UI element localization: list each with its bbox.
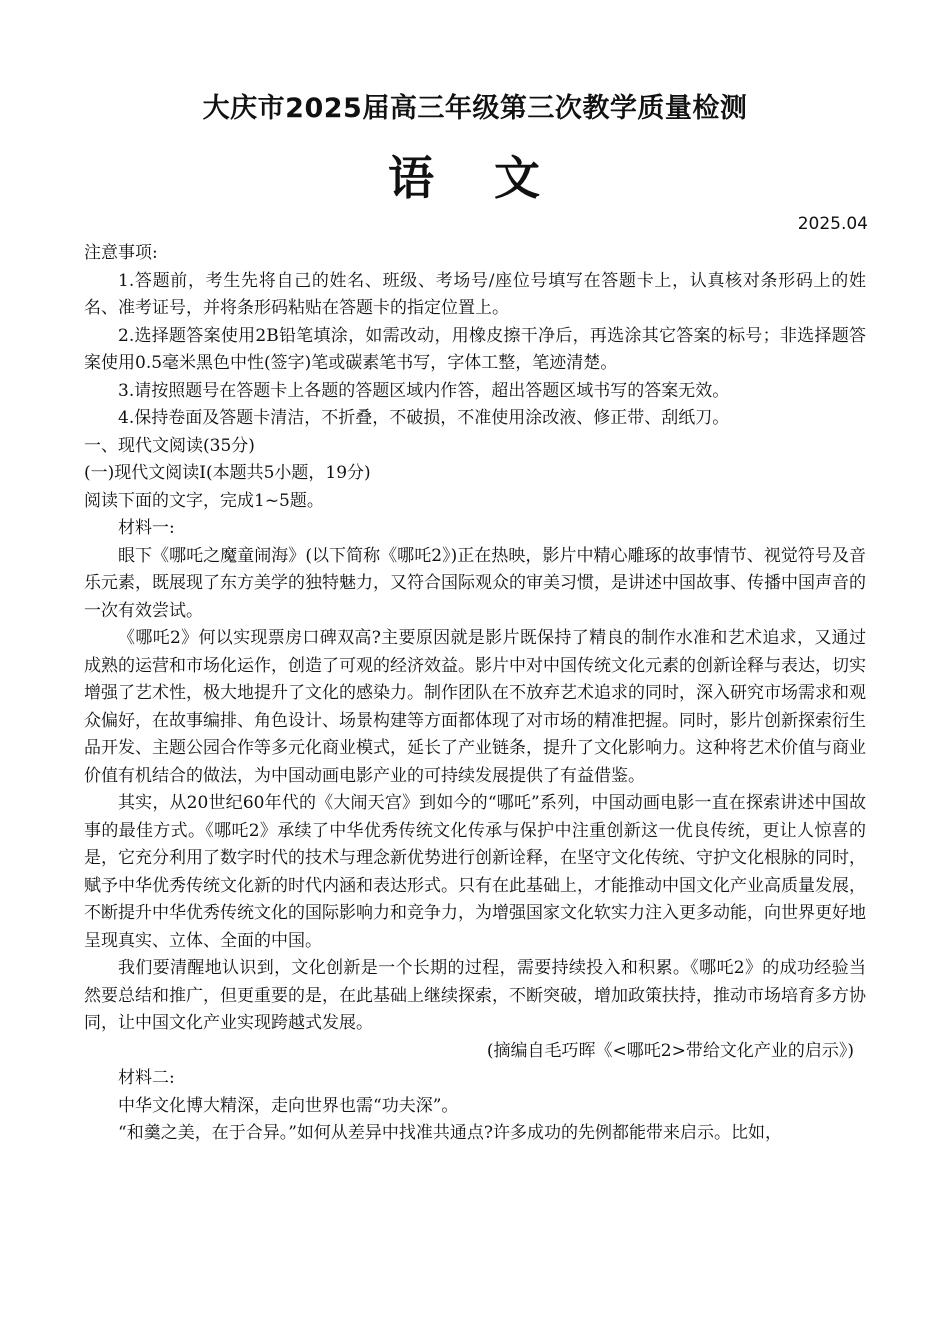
notice-item: 1.答题前，考生先将自己的姓名、班级、考场号/座位号填写在答题卡上，认真核对条形码上的姓名、准考证号，并将条形码粘贴在答题卡的指定位置上。 — [84, 270, 866, 318]
notice-item: 2.选择题答案使用2B铅笔填涂，如需改动，用橡皮擦干净后，再选涂其它答案的标号；非选择题答案使用0.5毫米黑色中性(签字)笔或碳素笔书写，字体工整，笔迹清楚。 — [84, 325, 866, 373]
material-1-paragraph: 眼下《哪吒之魔童闹海》(以下简称《哪吒2》)正在热映，影片中精心雕琢的故事情节、视觉符号及音乐元素，既展现了东方美学的独特魅力，又符合国际观众的审美习惯，是讲述中国故事、传播中国声音的一次有效尝试。 — [84, 545, 866, 621]
material-1-paragraph: 我们要清醒地认识到，文化创新是一个长期的过程，需要持续投入和积累。《哪吒2》的成功经验当然要总结和推广，但更重要的是，在此基础上继续探索，不断突破，增加政策扶持，推动市场培育多方协同，让中国文化产业实现跨越式发展。 — [84, 958, 866, 1033]
subject-title: 语 文 — [387, 151, 562, 205]
material-2-paragraph: “和羹之美，在于合异。”如何从差异中找准共通点?许多成功的先例都能带来启示。比如， — [118, 1123, 782, 1143]
section-title: 一、现代文阅读(35分) — [84, 435, 255, 456]
section-instruction: 阅读下面的文字，完成1~5题。 — [84, 490, 324, 511]
notice-item: 4.保持卷面及答题卡清洁，不折叠，不破损，不准使用涂改液、修正带、刮纸刀。 — [118, 408, 730, 428]
section-subtitle: (一)现代文阅读Ⅰ(本题共5小题，19分) — [84, 463, 371, 483]
notice-heading: 注意事项: — [84, 243, 158, 263]
material-2-paragraph: 中华文化博大精深，走向世界也需“功夫深”。 — [118, 1095, 459, 1116]
material-1-label: 材料一: — [118, 518, 175, 538]
exam-title: 大庆市2025届高三年级第三次教学质量检测 — [202, 93, 748, 124]
exam-body — [84, 240, 866, 1148]
exam-date: 2025.04 — [797, 214, 868, 234]
material-1-paragraph: 《哪吒2》何以实现票房口碑双高?主要原因就是影片既保持了精良的制作水准和艺术追求，又通过成熟的运营和市场化运作，创造了可观的经济效益。影片中对中国传统文化元素的创新诠释与表达，切实增强了艺术性，极大地提升了文化的感染力。制作团队在不放弃艺术追求的同时，深入研究市场需求和观众偏好，在故事编排、角色设计、场景构建等方面都体现了对市场的精准把握。同时，影片创新探索衍生品开发、主题公园合作等多元化商业模式，延长了产业链条，提升了文化影响力。这种将艺术价值与商业价值有机结合的做法，为中国动画电影产业的可持续发展提供了有益借鉴。 — [84, 628, 866, 786]
material-1-source: (摘编自毛巧晖《<哪吒2>带给文化产业的启示》) — [486, 1040, 854, 1061]
notice-item: 3.请按照题号在答题卡上各题的答题区域内作答，超出答题区域书写的答案无效。 — [118, 380, 730, 401]
material-2-label: 材料二: — [118, 1068, 175, 1088]
material-1-paragraph: 其实，从20世纪60年代的《大闹天宫》到如今的“哪吒”系列，中国动画电影一直在探索讲述中国故事的最佳方式。《哪吒2》承续了中华优秀传统文化传承与保护中注重创新这一优良传统，更让人惊喜的是，它充分利用了数字时代的技术与理念新优势进行创新诠释，在坚守文化传统、守护文化根脉的同时，赋予中华优秀传统文化新的时代内涵和表达形式。只有在此基础上，才能推动中国文化产业高质量发展，不断提升中华优秀传统文化的国际影响力和竞争力，为增强国家文化软实力注入更多动能，向世界更好地呈现真实、立体、全面的中国。 — [84, 793, 866, 951]
